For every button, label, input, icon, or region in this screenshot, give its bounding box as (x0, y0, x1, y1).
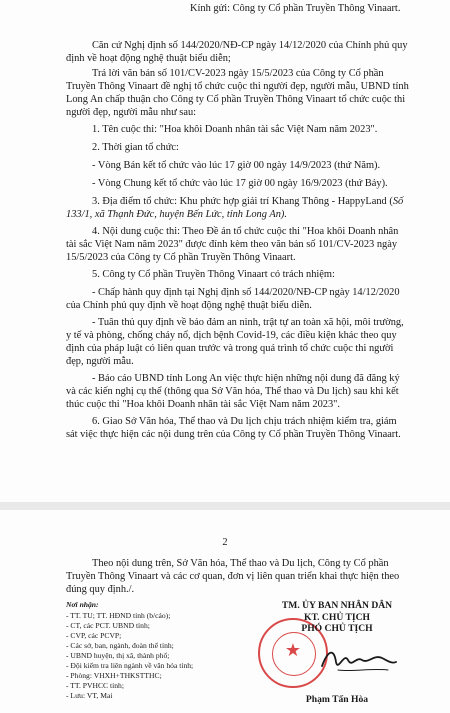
semifinal-line: - Vòng Bán kết tổ chức vào lúc 17 giờ 00 ngày 14/9/2023 (thứ Năm). (92, 160, 381, 171)
handwritten-signature (318, 640, 398, 680)
item-5-responsibility: 5. Công ty Cổ phần Truyền Thông Vinaart có trách nhiệm: (92, 269, 335, 280)
recipient-item: - Các sở, ban, ngành, đoàn thể tỉnh; (66, 641, 174, 650)
paragraph-line: Truyền Thông Vinaart đề nghị tổ chức cuộc thi người đẹp, người mẫu, UBND tỉnh (66, 81, 409, 92)
paragraph-line: người đẹp, người mẫu như sau: (66, 107, 197, 118)
recipient-item: - CVP, các PCVP; (66, 631, 122, 640)
location-address: 133/1, xã Thạnh Đức, huyện Bến Lức, tỉnh Long An). (66, 209, 287, 220)
star-icon: ★ (284, 640, 302, 660)
paragraph-line: 15/5/2023 của Công ty Cổ phần Truyền Thông Vinaart. (66, 252, 296, 263)
page-separator (0, 502, 450, 510)
signer-name: Phạm Tấn Hòa (305, 694, 369, 705)
signature-title: PHÓ CHỦ TỊCH (301, 623, 373, 634)
paragraph-line: sát việc thực hiện các nội dung trên của Công ty Cổ phần Truyền Thông Vinaart. (66, 429, 401, 440)
item-3-location: 3. Địa điểm tổ chức: Khu phức hợp giải trí Khang Thông - HappyLand (Số (92, 196, 404, 207)
item-2-time: 2. Thời gian tổ chức: (92, 142, 179, 153)
paragraph-line: y tế và phòng, chống cháy nổ, dịch bệnh Covid-19, các điều kiện khác theo quy (66, 330, 397, 341)
item-1-name: 1. Tên cuộc thi: "Hoa khôi Doanh nhân tài sắc Việt Nam năm 2023". (92, 124, 378, 135)
item-4-content: 4. Nội dung cuộc thi: Theo Đề án tổ chức cuộc thi "Hoa khôi Doanh nhân (92, 226, 399, 237)
signature-role: KT. CHỦ TỊCH (303, 612, 370, 623)
recipients-title: Nơi nhận: (66, 600, 99, 609)
recipient-item: - Lưu: VT, Mai (66, 691, 113, 700)
final-line: - Vòng Chung kết tổ chức vào lúc 17 giờ 00 ngày 16/9/2023 (thứ Bảy). (92, 178, 388, 189)
recipient-item: - Phòng: VHXH+THKSTTHC; (66, 671, 162, 680)
item-6-supervision: 6. Giao Sở Văn hóa, Thể thao và Du lịch chịu trách nhiệm kiểm tra, giám (92, 416, 397, 427)
paragraph-line: Long An chấp thuận cho Công ty Cổ phần Truyền Thông Vinaart tổ chức cuộc thi (66, 94, 406, 105)
recipient-item: - CT, các PCT. UBND tỉnh; (66, 621, 150, 630)
paragraph-line: đẹp, người mẫu. (66, 356, 134, 367)
closing-line: đúng quy định./. (66, 584, 135, 595)
recipient-item: - Đội kiểm tra liên ngành về văn hóa tỉnh; (66, 661, 194, 670)
paragraph-line: Căn cứ Nghị định số 144/2020/NĐ-CP ngày 14/12/2020 của Chính phủ quy (92, 40, 408, 51)
recipient-item: - TT. TU; TT. HĐND tỉnh (b/cáo); (66, 611, 171, 620)
paragraph-line: và các kiến nghị cụ thể (thông qua Sở Văn hóa, Thể thao và Du lịch) sau khi kết (66, 386, 399, 397)
paragraph-line: định về hoạt động nghệ thuật biểu diễn; (66, 53, 231, 64)
signature-authority: TM. ỦY BAN NHÂN DÂN (281, 600, 393, 611)
paragraph-line: Trả lời văn bản số 101/CV-2023 ngày 15/5/2023 của Công ty Cổ phần (92, 68, 384, 79)
closing-line: Theo nội dung trên, Sở Văn hóa, Thể thao và Du lịch, Công ty Cổ phần (92, 558, 389, 569)
recipient-line: Kính gửi: Công ty Cổ phần Truyền Thông Vinaart. (190, 3, 401, 14)
paragraph-line: - Báo cáo UBND tỉnh Long An việc thực hiện những nội dung đã đăng ký (92, 373, 400, 384)
paragraph-line: định của pháp luật có liên quan trước và trong quá trình tổ chức cuộc thi người (66, 343, 394, 354)
page-number: 2 (222, 537, 228, 548)
recipient-item: - UBND huyện, thị xã, thành phố; (66, 651, 170, 660)
paragraph-line: - Tuân thủ quy định về bảo đảm an ninh, trật tự an toàn xã hội, môi trường, (92, 317, 404, 328)
paragraph-line: - Chấp hành quy định tại Nghị định số 144/2020/NĐ-CP ngày 14/12/2020 (92, 287, 400, 298)
paragraph-line: của Chính phủ quy định về hoạt động nghệ thuật biểu diễn. (66, 300, 312, 311)
recipient-item: - TT. PVHCC tỉnh; (66, 681, 124, 690)
paragraph-line: tài sắc Việt Nam năm 2023" được đính kèm theo văn bản số 101/CV-2023 ngày (66, 239, 398, 250)
closing-line: Truyền Thông Vinaart và các cơ quan, đơn vị liên quan triển khai thực hiện theo (66, 571, 400, 582)
paragraph-line: thúc cuộc thi "Hoa khôi Doanh nhân tài sắc Việt Nam năm 2023". (66, 399, 341, 410)
